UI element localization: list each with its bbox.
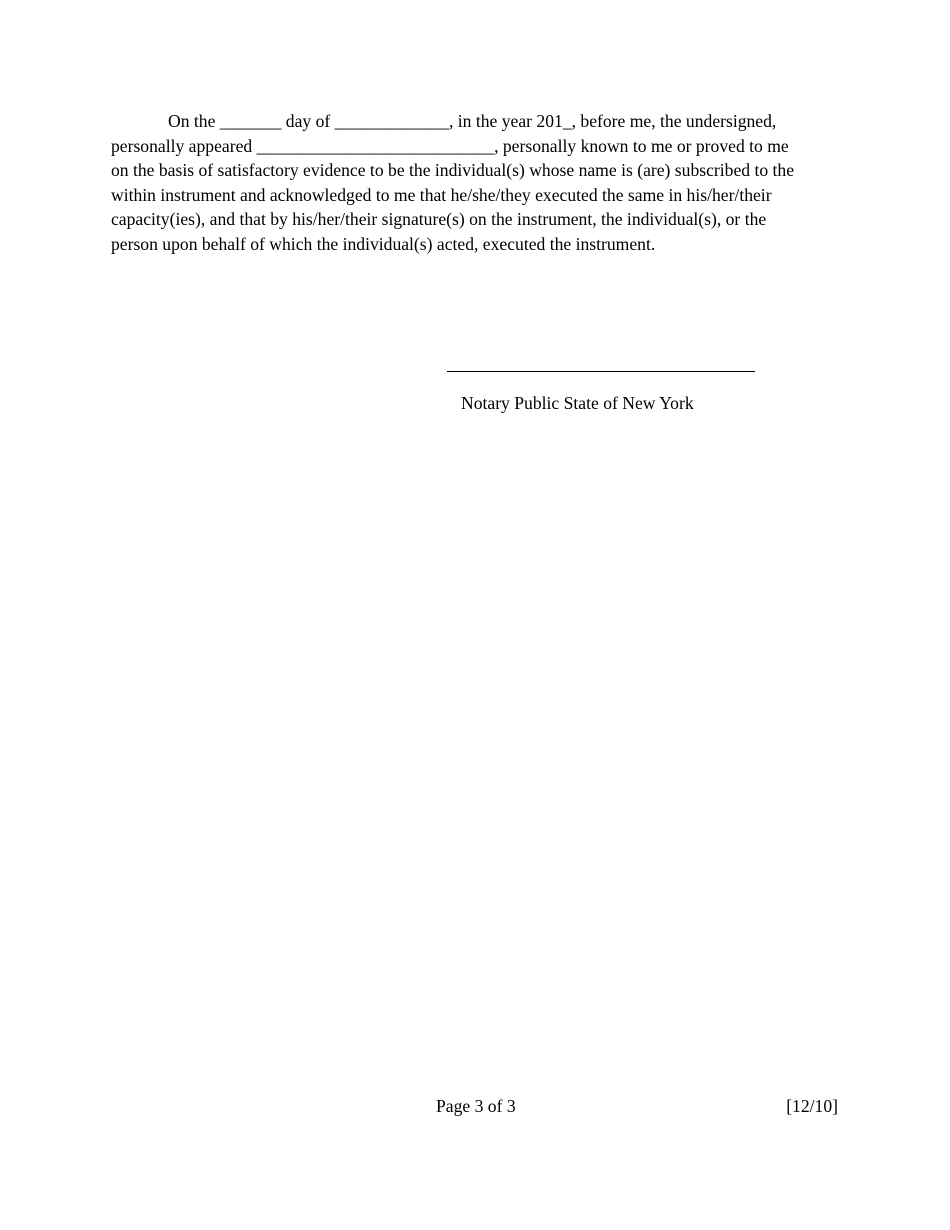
paragraph-line: person upon behalf of which the individual(s) acted, executed the instrument. (111, 234, 656, 254)
paragraph-line: capacity(ies), and that by his/her/their signature(s) on the instrument, the individual(s), or the (111, 209, 767, 230)
notary-label: Notary Public State of New York (461, 393, 694, 413)
paragraph-line: within instrument and acknowledged to me that he/she/they executed the same in his/her/their (111, 184, 772, 205)
page-number: Page 3 of 3 (436, 1096, 516, 1116)
paragraph-line: personally appeared ___________________________, personally known to me or proved to me (111, 135, 789, 156)
signature-line (447, 371, 755, 372)
paragraph-line: On the _______ day of _____________, in the year 201_, before me, the undersigned, (168, 111, 777, 131)
revision-code: [12/10] (786, 1096, 838, 1116)
paragraph-line: on the basis of satisfactory evidence to be the individual(s) whose name is (are) subscribed to the (111, 160, 795, 181)
